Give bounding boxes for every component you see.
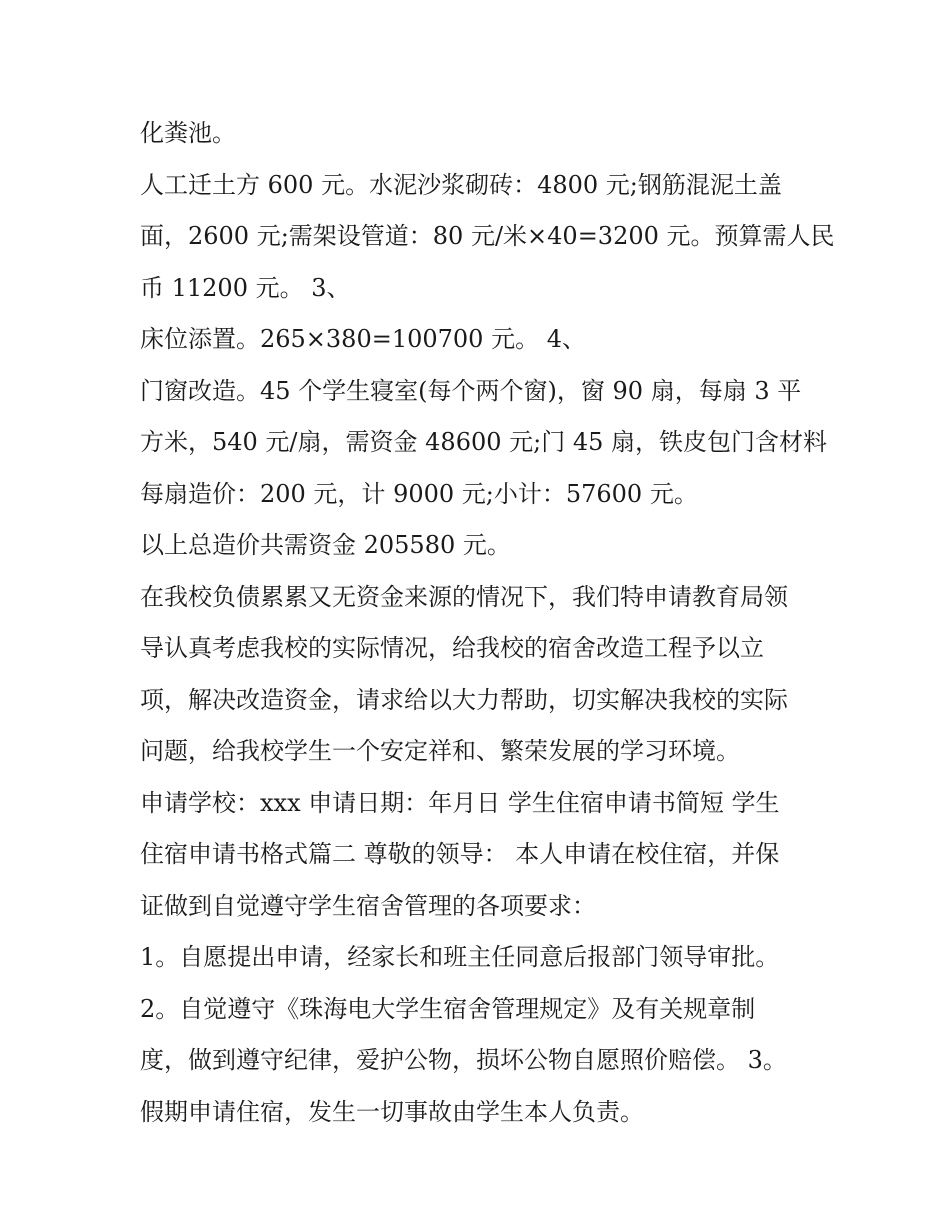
text-line: 证做到自觉遵守学生宿舍管理的各项要求： bbox=[140, 891, 596, 920]
text-line: 以上总造价共需资金 205580 元。 bbox=[140, 531, 511, 559]
text-line: 在我校负债累累又无资金来源的情况下，我们特申请教育局领 bbox=[140, 582, 788, 611]
text-line: 申请学校：xxx 申请日期：年月日 学生住宿申请书简短 学生 bbox=[140, 788, 780, 817]
text-line: 床位添置。265×380=100700 元。 4、 bbox=[140, 325, 586, 353]
text-line: 导认真考虑我校的实际情况，给我校的宿舍改造工程予以立 bbox=[140, 634, 764, 662]
text-line: 币 11200 元。 3、 bbox=[140, 273, 351, 302]
text-line: 每扇造价：200 元，计 9000 元;小计：57600 元。 bbox=[140, 479, 698, 508]
text-line: 2。自觉遵守《珠海电大学生宿舍管理规定》及有关规章制 bbox=[140, 994, 756, 1023]
text-line: 面，2600 元;需架设管道：80 元/米×40=3200 元。预算需人民 bbox=[140, 222, 835, 250]
text-line: 1。自愿提出申请，经家长和班主任同意后报部门领导审批。 bbox=[140, 943, 780, 971]
text-line: 化粪池。 bbox=[140, 119, 236, 147]
text-line: 问题，给我校学生一个安定祥和、繁荣发展的学习环境。 bbox=[140, 737, 740, 765]
text-line: 项，解决改造资金，请求给以大力帮助，切实解决我校的实际 bbox=[140, 685, 788, 714]
text-line: 住宿申请书格式篇二 尊敬的领导： 本人申请在校住宿，并保 bbox=[140, 840, 780, 868]
text-line: 度，做到遵守纪律，爱护公物，损坏公物自愿照价赔偿。 3。 bbox=[140, 1046, 787, 1074]
text-line: 人工迁土方 600 元。水泥沙浆砌砖：4800 元;钢筋混泥土盖 bbox=[140, 170, 782, 199]
text-line: 门窗改造。45 个学生寝室(每个两个窗)，窗 90 扇，每扇 3 平 bbox=[140, 376, 802, 405]
body-text bbox=[140, 108, 840, 1138]
text-line: 假期申请住宿，发生一切事故由学生本人负责。 bbox=[140, 1097, 644, 1126]
text-line: 方米，540 元/扇，需资金 48600 元;门 45 扇，铁皮包门含材料 bbox=[140, 428, 828, 456]
